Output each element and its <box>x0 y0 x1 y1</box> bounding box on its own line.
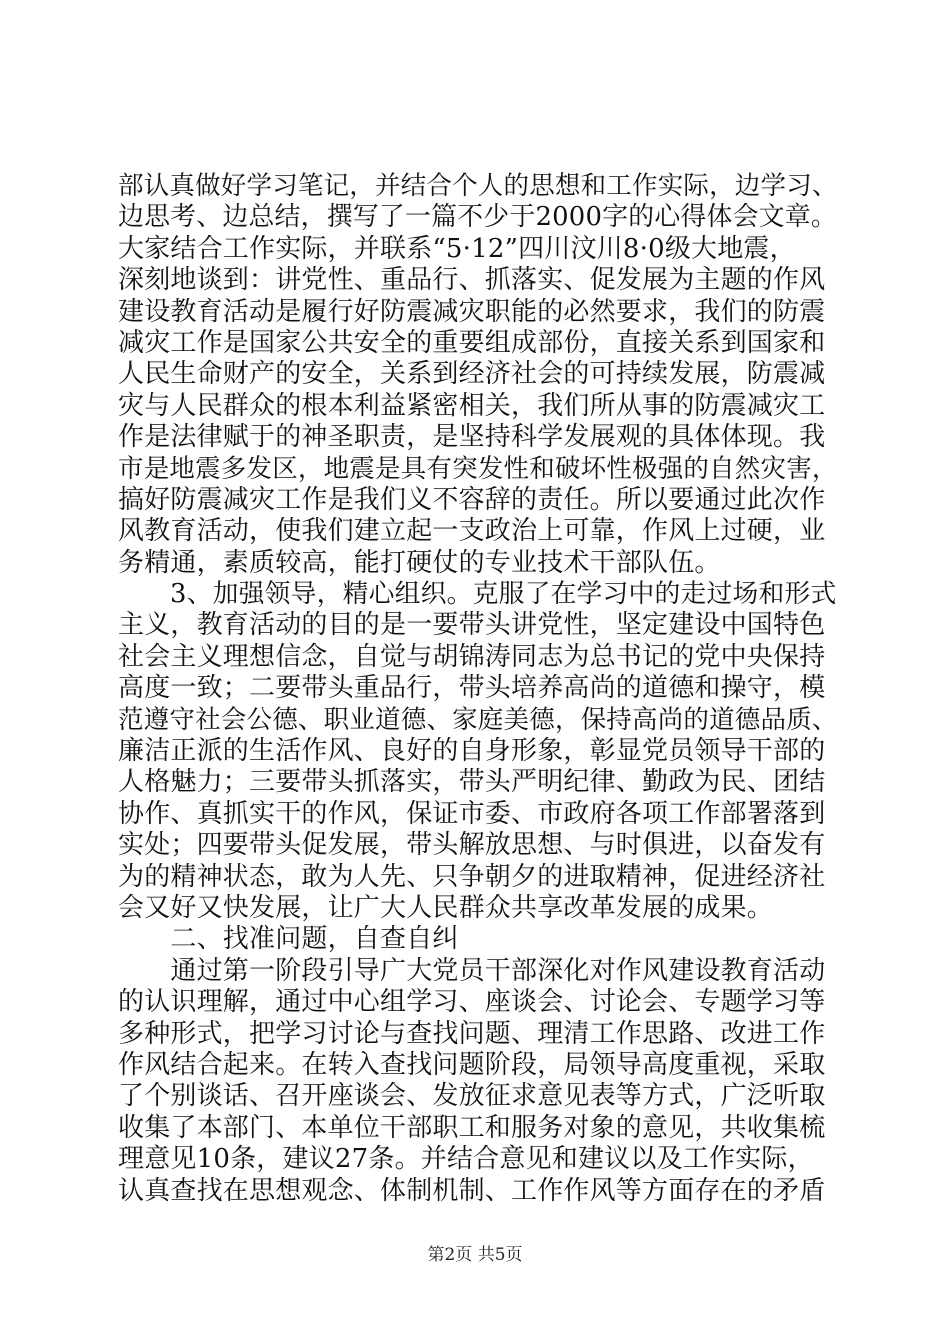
text-line: 大家结合工作实际，并联系“5·12”四川汶川8·0级大地震， <box>118 233 796 264</box>
text-line: 了个别谈话、召开座谈会、发放征求意见表等方式，广泛听取 <box>118 1081 826 1112</box>
text-line: 实处；四要带头促发展，带头解放思想、与时俱进，以奋发有 <box>118 830 826 861</box>
text-line: 主义，教育活动的目的是一要带头讲党性，坚定建设中国特色 <box>118 610 826 641</box>
text-line: 风教育活动，使我们建立起一支政治上可靠，作风上过硬，业 <box>118 516 826 547</box>
document-body <box>118 171 838 1207</box>
text-line: 边思考、边总结，撰写了一篇不少于2000字的心得体会文章。 <box>118 202 837 233</box>
text-line: 范遵守社会公德、职业道德、家庭美德，保持高尚的道德品质、 <box>118 704 838 735</box>
text-line: 的认识理解，通过中心组学习、座谈会、讨论会、专题学习等 <box>118 987 826 1018</box>
text-line: 作是法律赋于的神圣职责，是坚持科学发展观的具体体现。我 <box>118 422 826 453</box>
page-footer: 第2页 共5页 <box>427 1245 523 1265</box>
text-line: 收集了本部门、本单位干部职工和服务对象的意见，共收集梳 <box>118 1112 826 1143</box>
text-line: 人民生命财产的安全，关系到经济社会的可持续发展，防震减 <box>118 359 826 390</box>
text-line: 部认真做好学习笔记，并结合个人的思想和工作实际，边学习、 <box>118 171 838 201</box>
text-line: 灾与人民群众的根本利益紧密相关，我们所从事的防震减灾工 <box>118 390 826 421</box>
text-line: 3、加强领导，精心组织。克服了在学习中的走过场和形式 <box>118 579 837 610</box>
text-line: 作风结合起来。在转入查找问题阶段，局领导高度重视，采取 <box>118 1049 826 1080</box>
text-line: 深刻地谈到：讲党性、重品行、抓落实、促发展为主题的作风 <box>118 265 826 296</box>
text-line: 会又好又快发展，让广大人民群众共享改革发展的成果。 <box>118 892 774 923</box>
text-line: 建设教育活动是履行好防震减灾职能的必然要求，我们的防震 <box>118 296 826 327</box>
text-line: 高度一致；二要带头重品行，带头培养高尚的道德和操守，模 <box>118 673 826 704</box>
text-line: 廉洁正派的生活作风、良好的自身形象，彰显党员领导干部的 <box>118 736 826 767</box>
text-line: 二、找准问题，自查自纠 <box>118 924 459 955</box>
text-line: 多种形式，把学习讨论与查找问题、理清工作思路、改进工作 <box>118 1018 826 1049</box>
text-line: 搞好防震减灾工作是我们义不容辞的责任。所以要通过此次作 <box>118 484 826 515</box>
text-line: 通过第一阶段引导广大党员干部深化对作风建设教育活动 <box>118 955 826 986</box>
text-line: 务精通，素质较高，能打硬仗的专业技术干部队伍。 <box>118 547 721 578</box>
text-line: 协作、真抓实干的作风，保证市委、市政府各项工作部署落到 <box>118 798 826 829</box>
text-line: 为的精神状态，敢为人先、只争朝夕的进取精神，促进经济社 <box>118 861 826 892</box>
text-line: 理意见10条，建议27条。并结合意见和建议以及工作实际， <box>118 1144 814 1175</box>
text-line: 社会主义理想信念，自觉与胡锦涛同志为总书记的党中央保持 <box>118 641 826 672</box>
text-line: 认真查找在思想观念、体制机制、工作作风等方面存在的矛盾 <box>118 1175 826 1206</box>
text-line: 市是地震多发区，地震是具有突发性和破坏性极强的自然灾害， <box>118 453 838 484</box>
text-line: 人格魅力；三要带头抓落实，带头严明纪律、勤政为民、团结 <box>118 767 826 798</box>
text-line: 减灾工作是国家公共安全的重要组成部份，直接关系到国家和 <box>118 327 826 358</box>
